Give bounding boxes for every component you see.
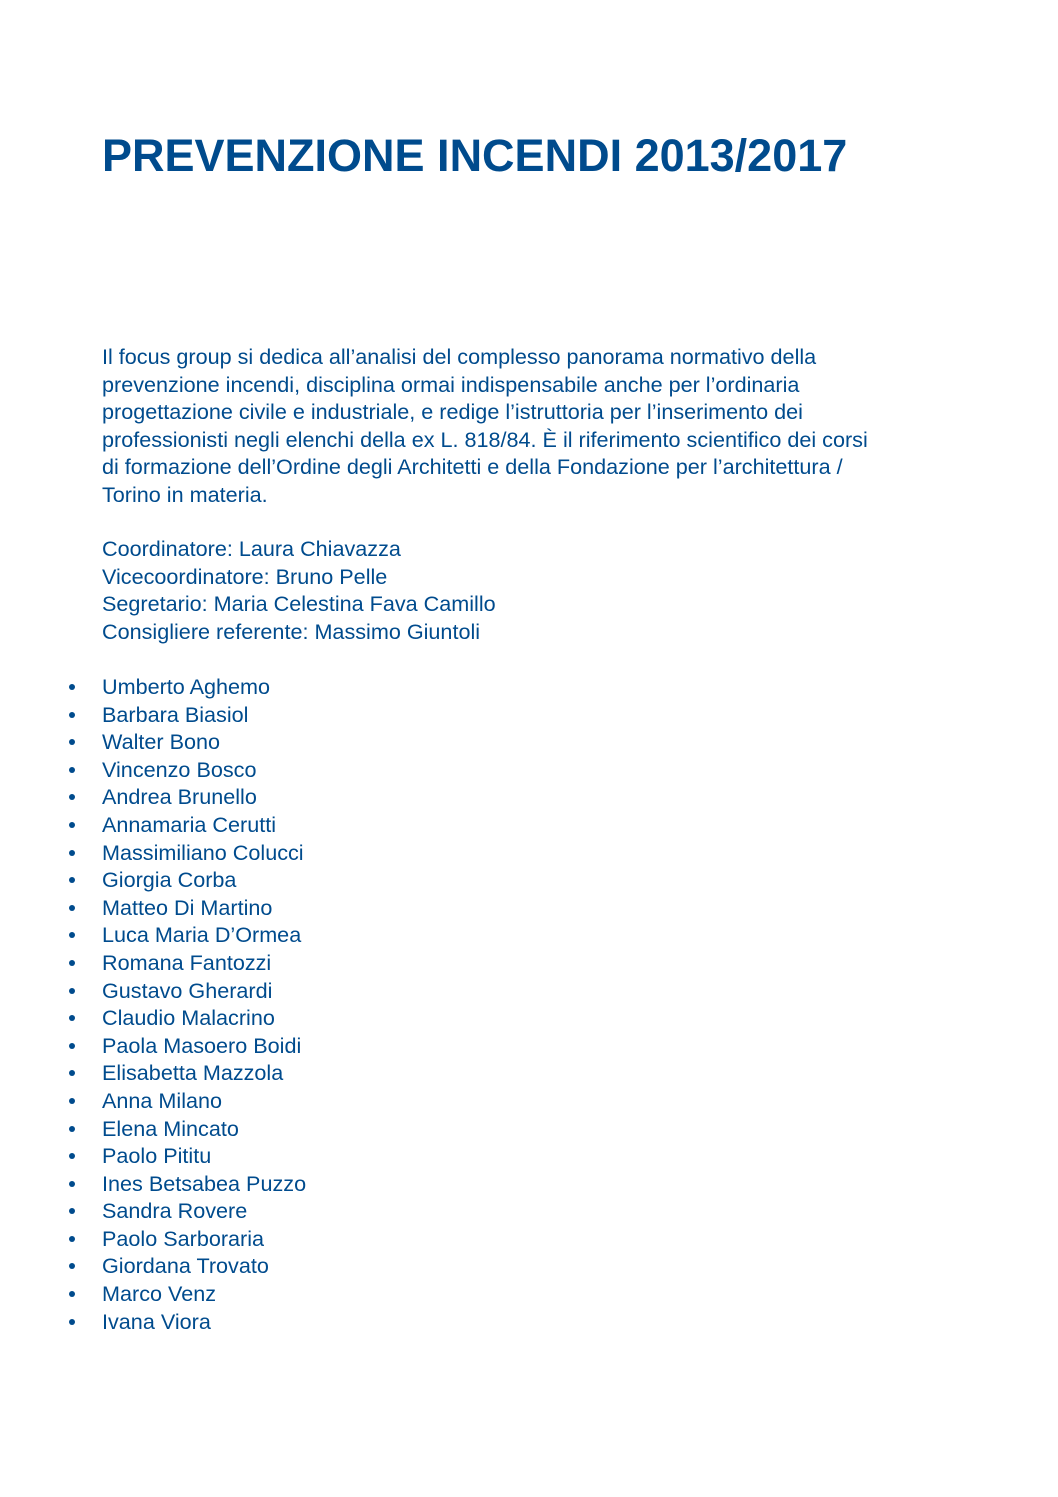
bullet-icon <box>69 1098 75 1104</box>
member-list-item <box>0 894 306 922</box>
bullet-icon <box>69 794 75 800</box>
bullet-icon <box>69 905 75 911</box>
bullet-icon <box>69 1043 75 1049</box>
role-referent-councillor: Consigliere referente: Massimo Giuntoli <box>102 618 481 644</box>
intro-line: di formazione dell’Ordine degli Architetti e della Fondazione per l’architettura / <box>102 454 843 479</box>
member-name: Paolo Sarboraria <box>102 1225 265 1251</box>
member-name: Ines Betsabea Puzzo <box>102 1170 307 1196</box>
member-list-item <box>0 1252 306 1280</box>
member-name: Elena Mincato <box>102 1115 239 1141</box>
bullet-icon <box>69 1015 75 1021</box>
member-list-item <box>0 811 306 839</box>
member-name: Anna Milano <box>102 1087 223 1113</box>
bullet-icon <box>69 767 75 773</box>
member-name: Umberto Aghemo <box>102 674 271 699</box>
intro-line: professionisti negli elenchi della ex L. 818/84. È il riferimento scientifico dei corsi <box>102 426 868 452</box>
member-name: Matteo Di Martino <box>102 894 273 920</box>
bullet-icon <box>69 1291 75 1297</box>
bullet-icon <box>69 850 75 856</box>
bullet-icon <box>69 739 75 745</box>
member-list-item <box>0 783 306 811</box>
bullet-icon <box>69 1070 75 1076</box>
member-name: Sandra Rovere <box>102 1198 248 1224</box>
member-name: Giorgia Corba <box>102 867 237 893</box>
member-name: Walter Bono <box>102 729 221 755</box>
member-name: Massimiliano Colucci <box>102 839 304 865</box>
member-list-item <box>0 1197 306 1225</box>
member-list-item <box>0 977 306 1005</box>
member-name: Elisabetta Mazzola <box>102 1060 284 1086</box>
bullet-icon <box>69 1263 75 1269</box>
intro-line: Il focus group si dedica all’analisi del complesso panorama normativo della <box>102 344 817 369</box>
member-list-item <box>0 921 306 949</box>
bullet-icon <box>69 877 75 883</box>
bullet-icon <box>69 1236 75 1242</box>
member-name: Paolo Pititu <box>102 1143 212 1169</box>
member-name: Annamaria Cerutti <box>102 811 277 837</box>
member-list-item <box>0 1032 306 1060</box>
member-list-item <box>0 949 306 977</box>
role-vice-coordinator: Vicecoordinatore: Bruno Pelle <box>102 563 388 589</box>
member-name: Vincenzo Bosco <box>102 756 257 782</box>
member-name: Paola Masoero Boidi <box>102 1032 302 1058</box>
member-name: Andrea Brunello <box>102 784 257 810</box>
bullet-icon <box>69 684 75 690</box>
member-name: Ivana Viora <box>102 1308 211 1334</box>
member-list-item <box>0 1115 306 1143</box>
bullet-icon <box>69 932 75 938</box>
intro-line: prevenzione incendi, disciplina ormai indispensabile anche per l’ordinaria <box>102 371 800 397</box>
member-list-item <box>0 1142 306 1170</box>
member-list-item <box>0 1170 306 1198</box>
member-name: Gustavo Gherardi <box>102 977 273 1003</box>
member-name: Barbara Biasiol <box>102 701 249 727</box>
member-list-item <box>0 1059 306 1087</box>
bullet-icon <box>69 960 75 966</box>
member-list-item <box>0 1087 306 1115</box>
member-list-item <box>0 866 306 894</box>
member-list-item <box>0 701 306 729</box>
member-name: Claudio Malacrino <box>102 1005 275 1031</box>
page-title: PREVENZIONE INCENDI 2013/2017 <box>102 130 848 181</box>
role-coordinator: Coordinatore: Laura Chiavazza <box>102 536 401 561</box>
bullet-icon <box>69 988 75 994</box>
member-list-item <box>0 1004 306 1032</box>
bullet-icon <box>69 1153 75 1159</box>
member-list-item <box>0 673 306 701</box>
bullet-icon <box>69 1319 75 1325</box>
member-list-item <box>0 728 306 756</box>
member-list-item <box>0 1225 306 1253</box>
member-name: Luca Maria D’Ormea <box>102 922 302 948</box>
member-name: Giordana Trovato <box>102 1253 269 1279</box>
role-secretary: Segretario: Maria Celestina Fava Camillo <box>102 591 496 616</box>
member-list-item <box>0 1280 306 1308</box>
member-list-item <box>0 756 306 784</box>
members-list <box>0 673 306 1335</box>
member-name: Marco Venz <box>102 1281 217 1307</box>
member-list-item <box>0 1308 306 1336</box>
member-list-item <box>0 839 306 867</box>
intro-line: Torino in materia. <box>102 481 268 507</box>
bullet-icon <box>69 1126 75 1132</box>
bullet-icon <box>69 712 75 718</box>
intro-line: progettazione civile e industriale, e redige l’istruttoria per l’inserimento dei <box>102 399 803 424</box>
member-name: Romana Fantozzi <box>102 949 272 975</box>
intro-paragraph <box>102 343 982 508</box>
bullet-icon <box>69 1208 75 1214</box>
roles-block <box>102 535 496 645</box>
bullet-icon <box>69 822 75 828</box>
bullet-icon <box>69 1181 75 1187</box>
